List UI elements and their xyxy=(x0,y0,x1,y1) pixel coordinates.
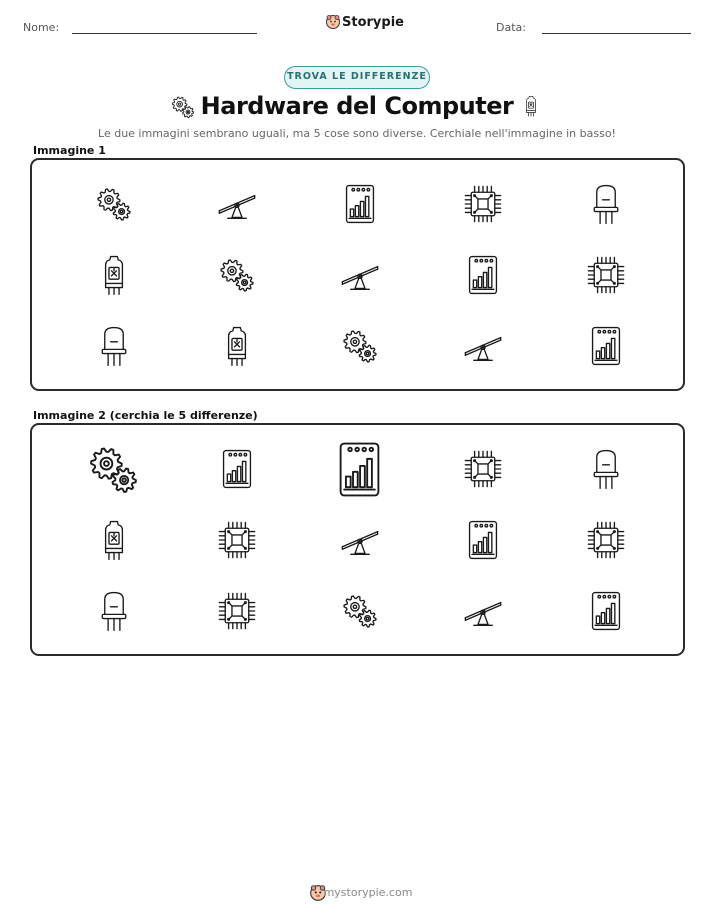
date-label: Data: xyxy=(496,21,526,34)
cpu-chip-icon xyxy=(544,239,667,311)
seesaw-icon xyxy=(298,239,421,311)
brand-name: Storypie xyxy=(342,15,404,30)
gears-icon[interactable] xyxy=(298,575,421,647)
gears-icon[interactable] xyxy=(52,433,175,505)
name-label: Nome: xyxy=(23,21,60,34)
cpu-chip-icon xyxy=(421,168,544,240)
chart-tablet-icon xyxy=(421,239,544,311)
chart-tablet-icon[interactable] xyxy=(175,433,298,505)
seesaw-icon xyxy=(421,310,544,382)
led-component-icon[interactable] xyxy=(52,575,175,647)
cpu-chip-icon[interactable] xyxy=(544,504,667,576)
badge: TROVA LE DIFFERENZE xyxy=(284,66,430,89)
chart-tablet-icon xyxy=(298,168,421,240)
chart-tablet-icon[interactable] xyxy=(298,433,421,505)
page-title: Hardware del Computer xyxy=(200,92,514,120)
footer-url: mystorypie.com xyxy=(323,886,413,899)
seesaw-icon xyxy=(175,168,298,240)
storypie-logo-icon xyxy=(325,14,341,30)
image-2-panel[interactable] xyxy=(30,423,685,656)
nixie-tube-icon xyxy=(520,91,542,126)
gears-icon xyxy=(175,239,298,311)
led-component-icon xyxy=(544,168,667,240)
seesaw-icon[interactable] xyxy=(421,575,544,647)
nixie-tube-icon xyxy=(52,239,175,311)
panel-2-label: Immagine 2 (cerchia le 5 differenze) xyxy=(33,409,258,422)
gears-icon xyxy=(298,310,421,382)
image-1-panel xyxy=(30,158,685,391)
chart-tablet-icon xyxy=(544,310,667,382)
name-field[interactable] xyxy=(72,33,257,34)
cpu-chip-icon[interactable] xyxy=(175,575,298,647)
nixie-tube-icon[interactable] xyxy=(52,504,175,576)
gears-icon xyxy=(52,168,175,240)
image-2-grid[interactable] xyxy=(52,433,667,647)
date-field[interactable] xyxy=(542,33,691,34)
cpu-chip-icon[interactable] xyxy=(421,433,544,505)
nixie-tube-icon xyxy=(175,310,298,382)
seesaw-icon[interactable] xyxy=(298,504,421,576)
panel-1-label: Immagine 1 xyxy=(33,144,106,157)
instructions: Le due immagini sembrano uguali, ma 5 cose sono diverse. Cerchiale nell'immagine in basso! xyxy=(98,127,616,140)
image-1-grid xyxy=(52,168,667,382)
led-component-icon[interactable] xyxy=(544,433,667,505)
cpu-chip-icon[interactable] xyxy=(175,504,298,576)
led-component-icon xyxy=(52,310,175,382)
chart-tablet-icon[interactable] xyxy=(544,575,667,647)
chart-tablet-icon[interactable] xyxy=(421,504,544,576)
